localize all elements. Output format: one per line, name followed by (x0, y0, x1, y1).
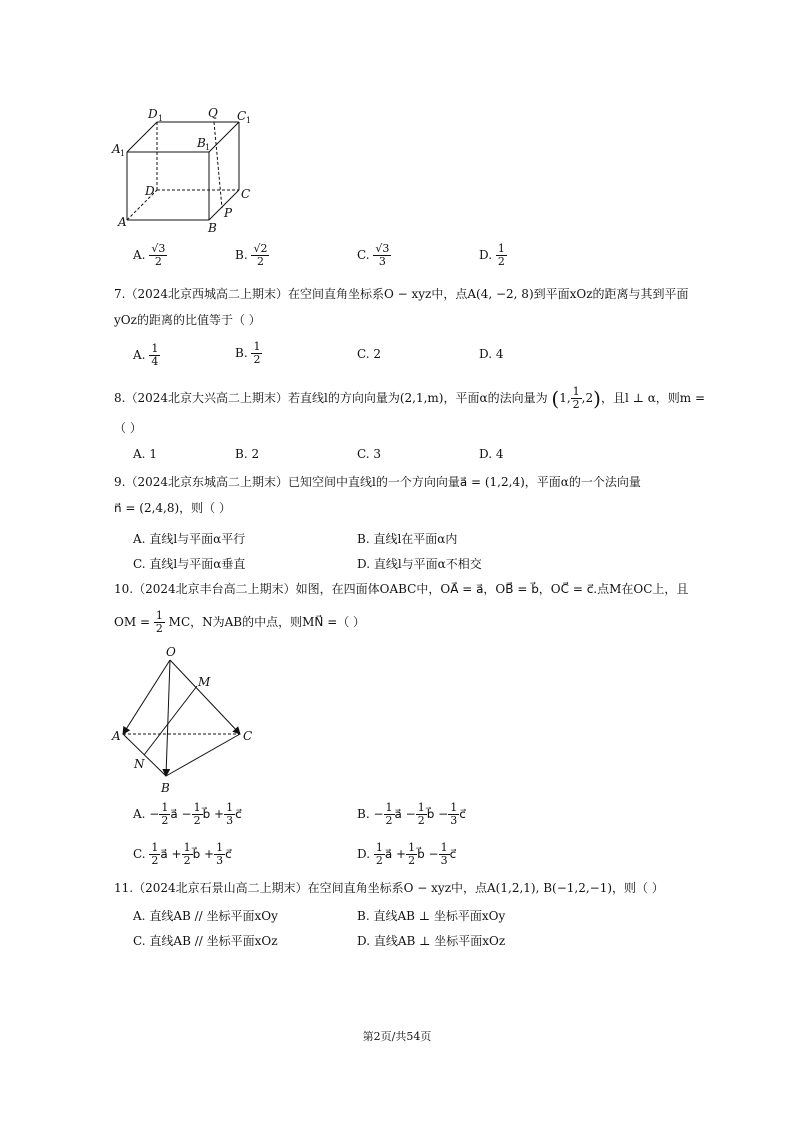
q11-option-a[interactable]: A. 直线AB // 坐标平面xOy (133, 909, 278, 923)
label-B: B (208, 221, 217, 235)
fraction: $\frac{1}{3}$ (440, 841, 448, 867)
fraction: $\frac{1}{3}$ (450, 801, 458, 827)
label-C: C (241, 187, 251, 201)
q6-option-c[interactable]: C. $\frac{√3}{3}$ (357, 242, 390, 268)
q7-option-c[interactable]: C. 2 (357, 347, 382, 361)
q9-stem-line2: n⃗ = (2,4,8)，则（ ） (114, 501, 232, 515)
q10-option-d[interactable]: D. $\frac{1}{2}$ a⃗ + $\frac{1}{2}$ b⃗ − $\frac{1}{3}$ c⃗ (357, 841, 457, 867)
q7-option-d[interactable]: D. 4 (479, 347, 504, 361)
label-Q: Q (208, 106, 218, 120)
q7-option-b[interactable]: B. $\frac{1}{2}$ (235, 340, 261, 366)
label-D1: D (148, 107, 158, 121)
q9-option-a[interactable]: A. 直线l与平面α平行 (133, 532, 246, 546)
cube-figure (110, 100, 260, 240)
label-O: O (166, 645, 176, 659)
label-C1: C (237, 109, 247, 123)
q10-stem-line1: 10.（2024北京丰台高二上期末）如图，在四面体OABC中，OA⃗ = a⃗，OB⃗ = b⃗，OC⃗ = c⃗.点M在OC上，且 (114, 582, 689, 596)
fraction: $\frac{1}{2}$ (385, 801, 393, 827)
q11-option-b[interactable]: B. 直线AB ⊥ 坐标平面xOy (357, 909, 506, 923)
q7-option-a[interactable]: A. $\frac{1}{4}$ (133, 342, 159, 368)
svg-text:1: 1 (246, 116, 252, 125)
q8-option-d[interactable]: D. 4 (479, 447, 504, 461)
svg-text:1: 1 (205, 143, 211, 152)
fraction: $\frac{1}{3}$ (216, 841, 224, 867)
q10-option-b[interactable]: B. − $\frac{1}{2}$ a⃗ − $\frac{1}{2}$ b⃗ − $\frac{1}{3}$ c⃗ (357, 801, 466, 827)
q6-option-a[interactable]: A. $\frac{√3}{2}$ (133, 242, 166, 268)
q8-stem-line2: （ ） (114, 421, 142, 435)
tetrahedron-figure (108, 640, 268, 800)
svg-text:1: 1 (158, 114, 164, 123)
fraction: $\frac{1}{2}$ (417, 801, 425, 827)
q8-stem-line1: 8.（2024北京大兴高二上期末）若直线l的方向向量为(2,1,m)，平面α的法向量为 (1, $\frac{1}{2}$ ,2)，且l ⊥ α，则m = (114, 385, 706, 411)
fraction: $\frac{1}{2}$ (151, 841, 159, 867)
label-C: C (243, 729, 253, 743)
q11-option-c[interactable]: C. 直线AB // 坐标平面xOz (133, 934, 278, 948)
q8-option-a[interactable]: A. 1 (133, 447, 157, 461)
label-N: N (134, 757, 145, 771)
fraction: $\frac{1}{2}$ (161, 801, 169, 827)
fraction: $\frac{1}{2}$ (408, 841, 416, 867)
q9-option-d[interactable]: D. 直线l与平面α不相交 (357, 557, 482, 571)
label-B1: B (197, 136, 206, 150)
fraction: $\frac{1}{3}$ (226, 801, 234, 827)
q9-option-b[interactable]: B. 直线l在平面α内 (357, 532, 458, 546)
q10-option-a[interactable]: A. − $\frac{1}{2}$ a⃗ − $\frac{1}{2}$ b⃗ + $\frac{1}{3}$ c⃗ (133, 801, 242, 827)
q11-option-d[interactable]: D. 直线AB ⊥ 坐标平面xOz (357, 934, 506, 948)
label-A1: A (112, 142, 121, 156)
q9-stem-line1: 9.（2024北京东城高二上期末）已知空间中直线l的一个方向向量a⃗ = (1,2,4)，平面α的一个法向量 (114, 475, 641, 489)
label-P: P (224, 206, 233, 220)
fraction: $\frac{1}{2}$ (193, 801, 201, 827)
label-B: B (161, 781, 170, 795)
q8-option-c[interactable]: C. 3 (357, 447, 382, 461)
q9-option-c[interactable]: C. 直线l与平面α垂直 (133, 557, 246, 571)
q10-stem-line2: OM = $\frac{1}{2}$ MC，N为AB的中点，则MN⃗ =（ ） (114, 609, 366, 635)
q8-option-b[interactable]: B. 2 (235, 447, 260, 461)
svg-text:1: 1 (120, 149, 126, 158)
fraction: $\frac{1}{2}$ (375, 841, 383, 867)
q7-stem-line2: yOz的距离的比值等于（ ） (114, 313, 261, 327)
q10-option-c[interactable]: C. $\frac{1}{2}$ a⃗ + $\frac{1}{2}$ b⃗ + $\frac{1}{3}$ c⃗ (133, 841, 232, 867)
label-M: M (198, 675, 211, 689)
fraction: $\frac{1}{2}$ (183, 841, 191, 867)
q6-option-b[interactable]: B. $\frac{√2}{2}$ (235, 242, 268, 268)
q6-option-d[interactable]: D. $\frac{1}{2}$ (479, 242, 505, 268)
q11-stem-line1: 11.（2024北京石景山高二上期末）在空间直角坐标系O − xyz中，点A(1,2,1), B(−1,2,−1)，则（ ） (114, 881, 664, 895)
label-A: A (118, 215, 127, 229)
label-A: A (112, 729, 121, 743)
q7-stem-line1: 7.（2024北京西城高二上期末）在空间直角坐标系O − xyz中，点A(4, −2, 8)到平面xOz的距离与其到平面 (114, 287, 689, 301)
label-D: D (145, 184, 155, 198)
page-number: 第2页/共54页 (362, 1030, 432, 1043)
